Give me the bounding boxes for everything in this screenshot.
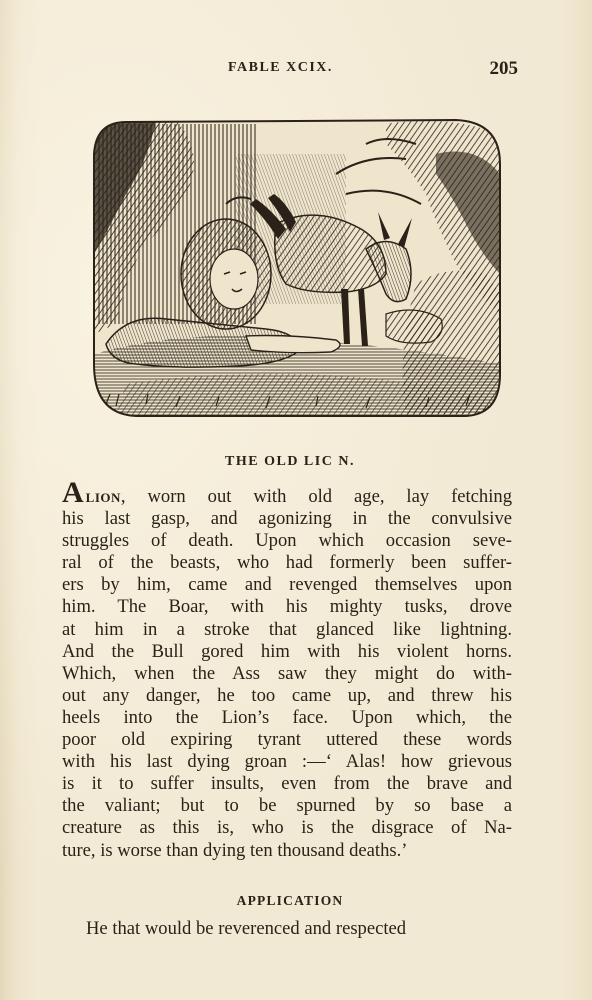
fable-line: ral of the beasts, who had formerly been suffer- [62,552,512,574]
application-heading: APPLICATION [236,893,344,908]
fable-line: heels into the Lion’s face. Upon which, the [62,706,512,728]
fable-line: him. The Boar, with his mighty tusks, drove [62,596,512,618]
fable-line: ture, is worse than dying ten thousand deaths.’ [62,839,408,861]
fable-line: And the Bull gored him with his violent horns. [62,640,512,662]
drop-cap: A [62,476,84,509]
fable-line: creature as this is, who is the disgrace of Na- [62,817,512,839]
fable-line: his last gasp, and agonizing in the convulsive [62,508,512,530]
fable-line: struggles of death. Upon which occasion seve- [62,530,512,552]
fable-line-1: Alion, worn out with old age, lay fetching [62,476,512,509]
application-line: He that would be reverenced and respected [86,918,407,939]
fable-title: THE OLD LIC N. [225,454,355,469]
page-number: 205 [489,58,518,79]
fable-line: the valiant; but to be spurned by so base a [62,795,512,817]
woodcut-illustration [86,114,506,424]
first-word: lion [85,486,121,507]
running-title: FABLE XCIX. [228,60,333,75]
fable-line: ers by him, came and revenged themselves upon [62,574,512,596]
fable-line: Which, when the Ass saw they might do with- [62,662,512,684]
fable-line: is it to suffer insults, even from the brave and [62,773,512,795]
fable-line: poor old expiring tyrant uttered these words [62,729,512,751]
application-text [86,918,512,940]
fable-line: out any danger, he too came up, and threw his [62,684,512,706]
fable-line: with his last dying groan :—‘ Alas! how grievous [62,751,512,773]
fable-body [62,476,512,862]
fable-line: at him in a stroke that glanced like lightning. [62,618,512,640]
